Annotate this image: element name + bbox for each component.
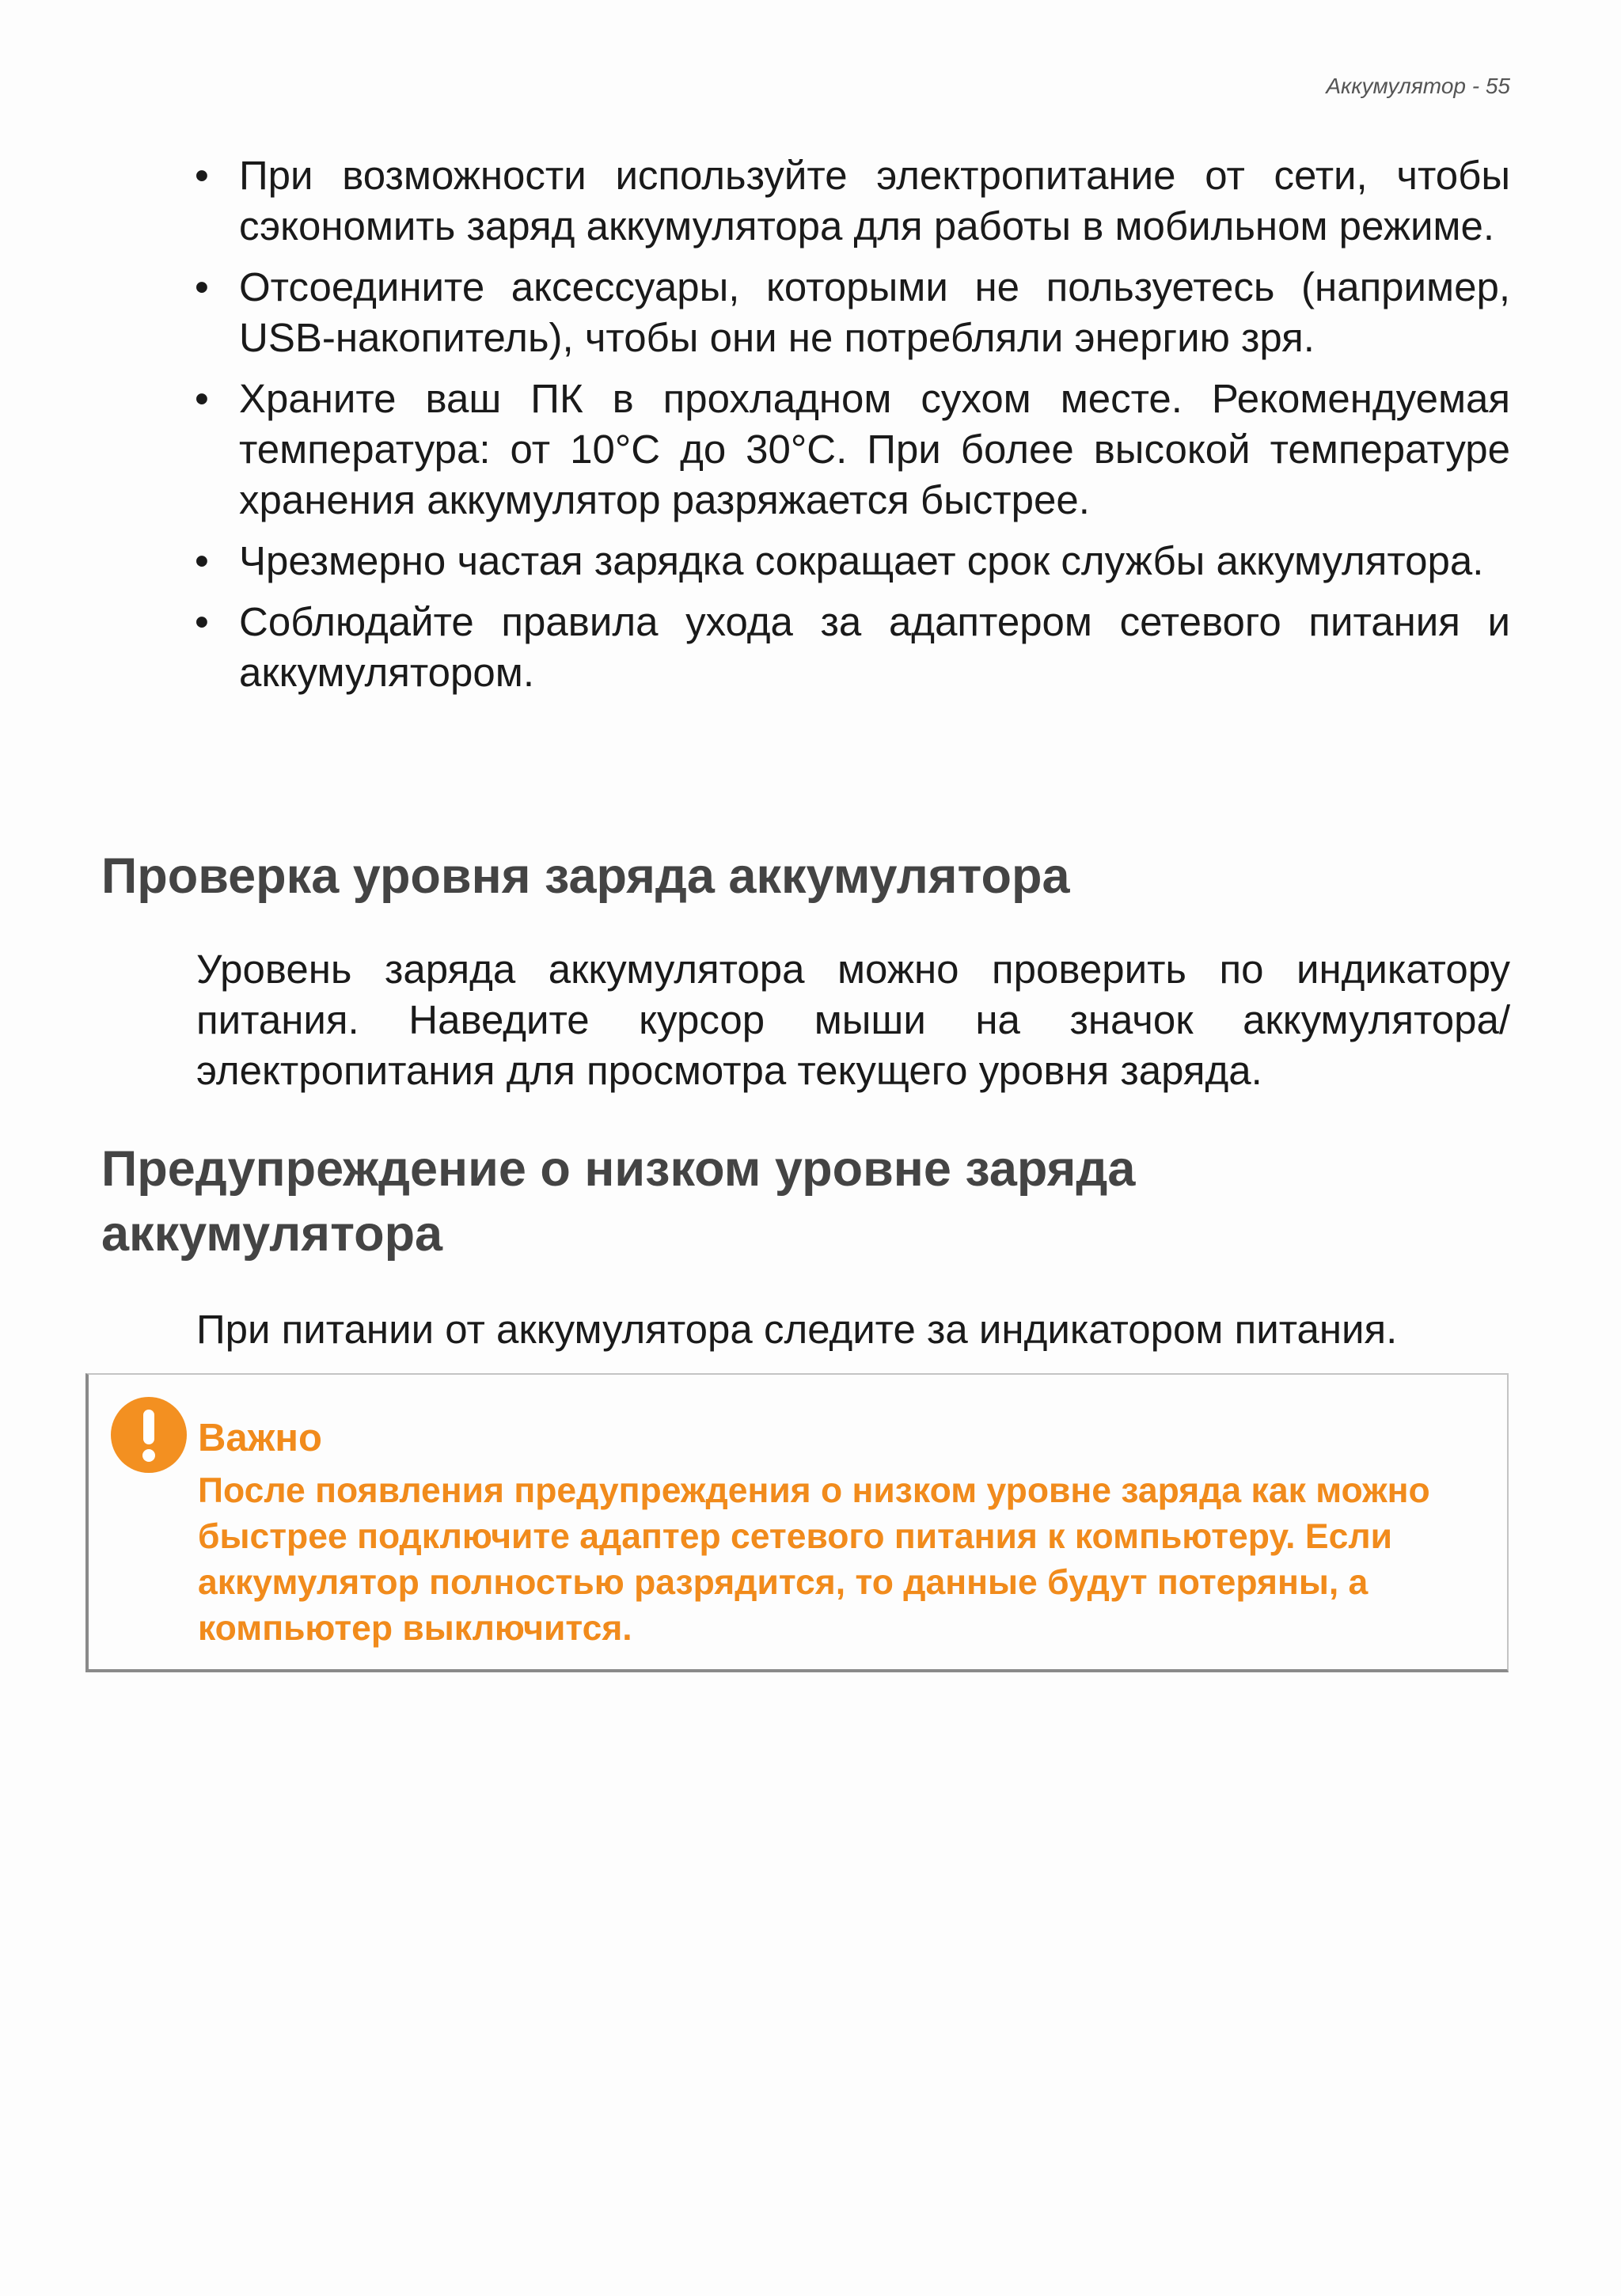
low-charge-paragraph: При питании от аккумулятора следите за индикатором питания. [196,1307,1398,1352]
low-charge-heading-line1: Предупреждение о низком уровне заряда [101,1141,1136,1197]
list-item [195,262,1510,363]
bullet-text: Соблюдайте правила ухода за адаптером сетевого питания и аккумулятором. [239,599,1510,695]
important-note-text: После появления предупреждения о низком уровне заряда как можно быстрее подключите адаптер сетевого питания к компьютеру. Если аккумулятор полностью разрядится, то данные будут потеряны, а компьютер выключится. [198,1471,1430,1648]
check-charge-paragraph: Уровень заряда аккумулятора можно проверить по индикатору питания. Наведите курсор мыши на значок аккумулятора/ электропитания для просмотра текущего уровня заряда. [196,947,1510,1093]
list-item [195,150,1510,252]
list-item [195,374,1510,526]
bullet-marker: • [195,153,209,198]
bullet-marker: • [195,538,209,583]
bullet-text: При возможности используйте электропитание от сети, чтобы сэкономить заряд аккумулятора для работы в мобильном режиме. [239,153,1510,249]
important-note-box [85,1373,1509,1672]
check-charge-heading: Проверка уровня заряда аккумулятора [101,848,1070,904]
bullet-marker: • [195,264,209,309]
tips-bullet-list [195,150,1510,708]
important-note-title: Важно [198,1417,322,1459]
bullet-text: Храните ваш ПК в прохладном сухом месте. Рекомендуемая температура: от 10°C до 30°C. При более высокой температуре хранения аккумулятор разряжается быстрее. [239,376,1510,522]
exclamation-icon [111,1397,187,1473]
bullet-text: Отсоедините аксессуары, которыми не пользуетесь (например, USB-накопитель), чтобы они не потребляли энергию зря. [239,264,1510,360]
bullet-text: Чрезмерно частая зарядка сокращает срок службы аккумулятора. [239,538,1484,583]
list-item [195,597,1510,698]
low-charge-heading [101,1137,1510,1266]
running-header: Аккумулятор - 55 [1326,74,1510,98]
list-item [195,536,1510,586]
exclamation-glyph [111,1397,187,1473]
low-charge-heading-line2: аккумулятора [101,1206,443,1262]
bullet-marker: • [195,376,209,421]
bullet-marker: • [195,599,209,644]
